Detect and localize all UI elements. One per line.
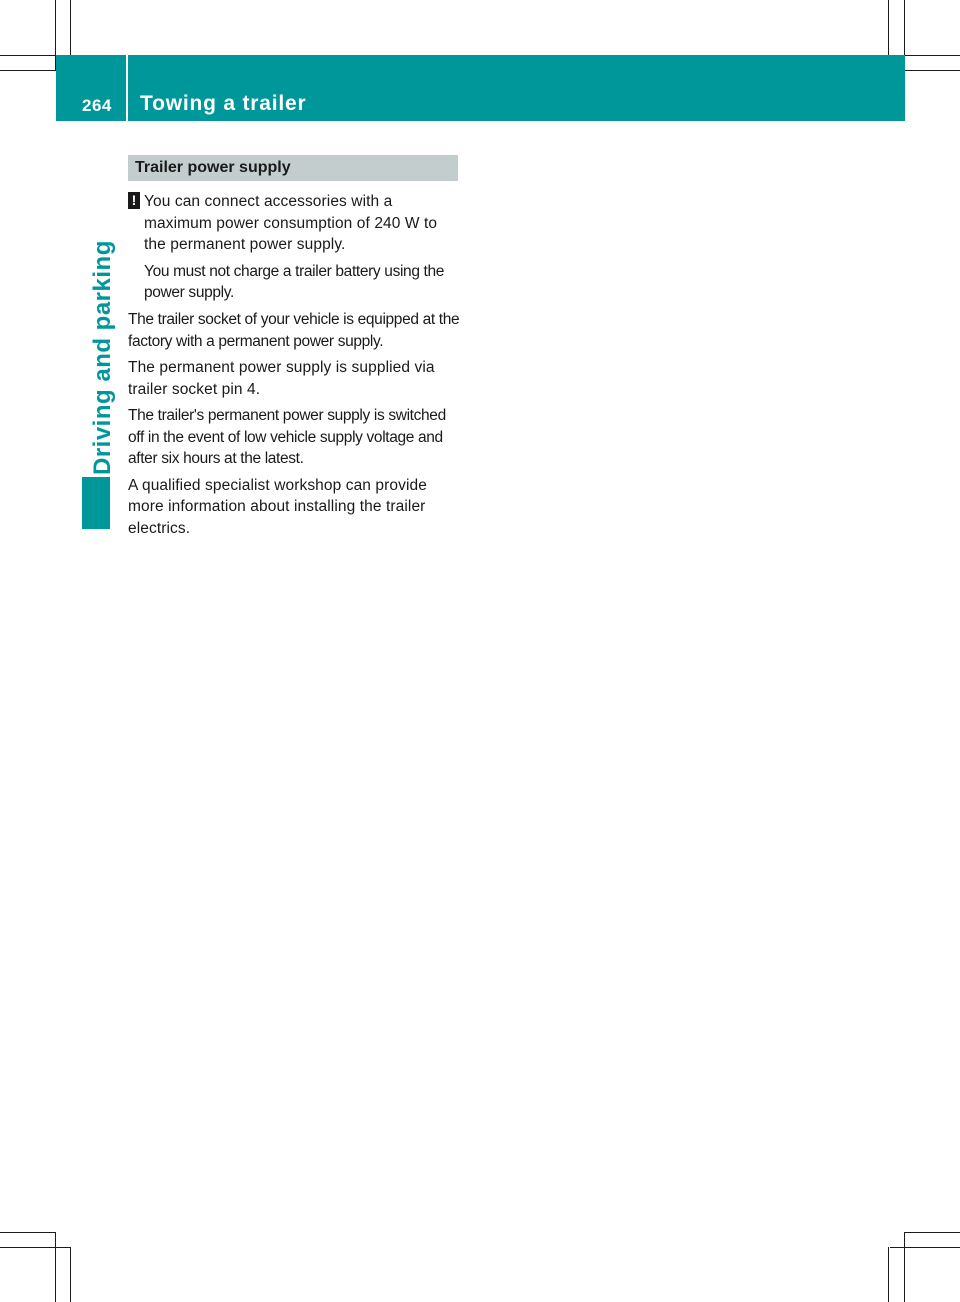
crop-mark bbox=[904, 1232, 905, 1302]
section-heading: Trailer power supply bbox=[128, 155, 458, 181]
crop-mark bbox=[904, 1232, 960, 1233]
note-paragraph: You must not charge a trailer battery using the power supply. bbox=[144, 262, 445, 301]
side-tab-marker bbox=[82, 477, 110, 529]
crop-mark bbox=[890, 1247, 960, 1248]
page-number: 264 bbox=[82, 96, 112, 115]
note-paragraph: You can connect accessories with a maximum power consumption of 240 W to the permanent power supply. bbox=[144, 193, 438, 253]
warning-note bbox=[128, 191, 460, 309]
crop-mark bbox=[55, 1232, 56, 1302]
body-paragraph: The trailer's permanent power supply is switched off in the event of low vehicle supply voltage and after six hours at the latest. bbox=[128, 407, 446, 467]
body-text bbox=[128, 309, 460, 544]
crop-mark bbox=[0, 70, 56, 71]
crop-mark bbox=[904, 70, 960, 71]
body-paragraph: The permanent power supply is supplied via trailer socket pin 4. bbox=[128, 359, 435, 398]
crop-mark bbox=[0, 1232, 56, 1233]
crop-mark bbox=[70, 1247, 71, 1302]
crop-mark bbox=[0, 1247, 70, 1248]
header-divider bbox=[126, 55, 128, 121]
chapter-title: Towing a trailer bbox=[140, 92, 307, 115]
crop-mark bbox=[888, 1247, 889, 1302]
exclamation-icon: ! bbox=[128, 192, 140, 209]
body-paragraph: The trailer socket of your vehicle is equipped at the factory with a permanent power supply. bbox=[128, 311, 460, 350]
body-paragraph: A qualified specialist workshop can provide more information about installing the trailer electrics. bbox=[128, 476, 427, 537]
side-tab-label: Driving and parking bbox=[89, 240, 116, 475]
